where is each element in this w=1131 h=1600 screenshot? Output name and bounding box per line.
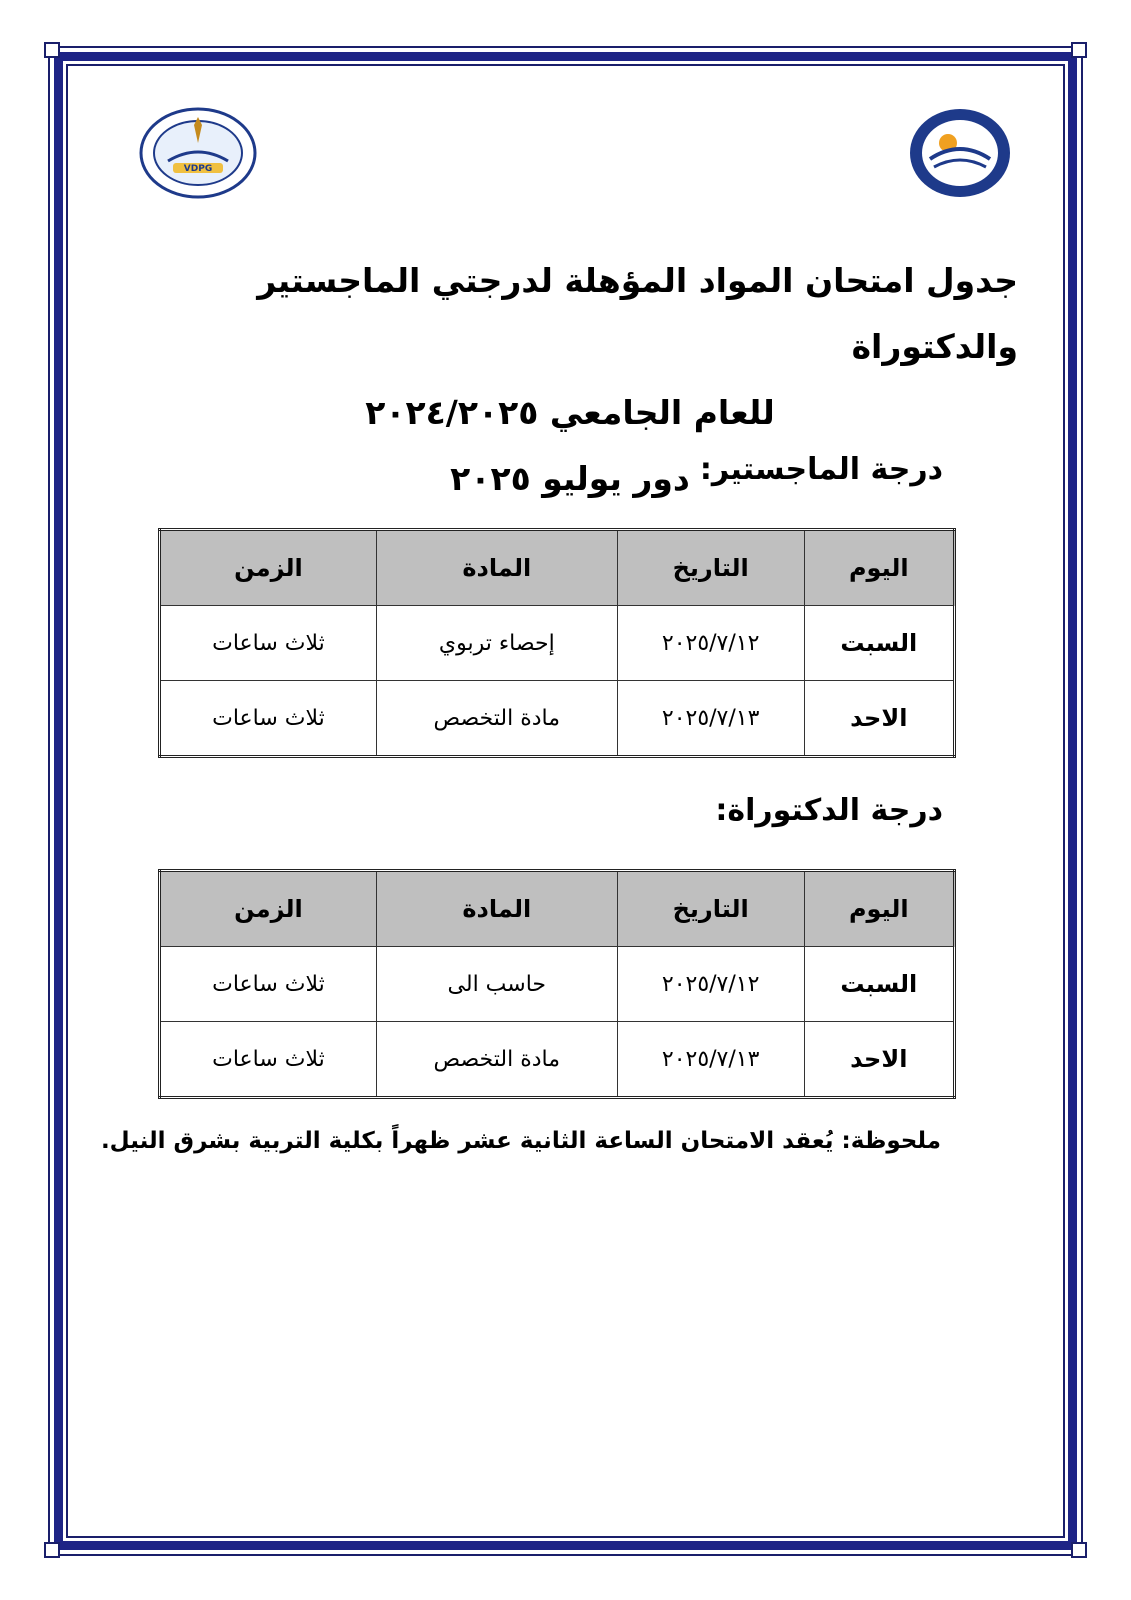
frame-corner: [1071, 42, 1087, 58]
exam-session-title: دور يوليو ٢٠٢٥: [450, 459, 690, 498]
column-header-date: التاريخ: [617, 530, 804, 606]
cell-date: ٢٠٢٥/٧/١٣: [617, 1022, 804, 1098]
table-header-row: [160, 871, 955, 947]
doctorate-table: [158, 869, 956, 1099]
masters-heading: درجة الماجستير:: [699, 452, 943, 487]
faculty-logo: [138, 103, 258, 203]
table-row: [160, 606, 955, 681]
column-header-subject: المادة: [376, 871, 617, 947]
table-row: [160, 681, 955, 757]
column-header-day: اليوم: [804, 530, 954, 606]
masters-table: [158, 528, 956, 758]
table-header-row: [160, 530, 955, 606]
frame-corner: [44, 42, 60, 58]
frame-corner: [44, 1542, 60, 1558]
cell-date: ٢٠٢٥/٧/١٢: [617, 947, 804, 1022]
column-header-subject: المادة: [376, 530, 617, 606]
cell-subject: حاسب الى: [376, 947, 617, 1022]
academic-year-title: للعام الجامعي ٢٠٢٤/٢٠٢٥: [365, 393, 775, 432]
document-title: جدول امتحان المواد المؤهلة لدرجتي الماجستير والدكتوراة: [257, 261, 1018, 366]
university-logo: [908, 103, 1028, 203]
cell-day: السبت: [804, 947, 954, 1022]
column-header-day: اليوم: [804, 871, 954, 947]
table-row: [160, 1022, 955, 1098]
frame-corner: [1071, 1542, 1087, 1558]
faculty-logo-center-text: VDPG: [183, 164, 213, 174]
cell-day: الاحد: [804, 681, 954, 757]
cell-subject: إحصاء تربوي: [376, 606, 617, 681]
table-row: [160, 947, 955, 1022]
column-header-date: التاريخ: [617, 871, 804, 947]
cell-date: ٢٠٢٥/٧/١٣: [617, 681, 804, 757]
column-header-duration: الزمن: [160, 871, 377, 947]
cell-subject: مادة التخصص: [376, 681, 617, 757]
cell-duration: ثلاث ساعات: [160, 947, 377, 1022]
exam-note: ملحوظة: يُعقد الامتحان الساعة الثانية عشر ظهراً بكلية التربية بشرق النيل.: [100, 1128, 941, 1154]
cell-day: الاحد: [804, 1022, 954, 1098]
column-header-duration: الزمن: [160, 530, 377, 606]
cell-subject: مادة التخصص: [376, 1022, 617, 1098]
cell-duration: ثلاث ساعات: [160, 681, 377, 757]
doctorate-heading: درجة الدكتوراة:: [715, 793, 943, 828]
cell-duration: ثلاث ساعات: [160, 606, 377, 681]
cell-duration: ثلاث ساعات: [160, 1022, 377, 1098]
cell-date: ٢٠٢٥/٧/١٢: [617, 606, 804, 681]
cell-day: السبت: [804, 606, 954, 681]
